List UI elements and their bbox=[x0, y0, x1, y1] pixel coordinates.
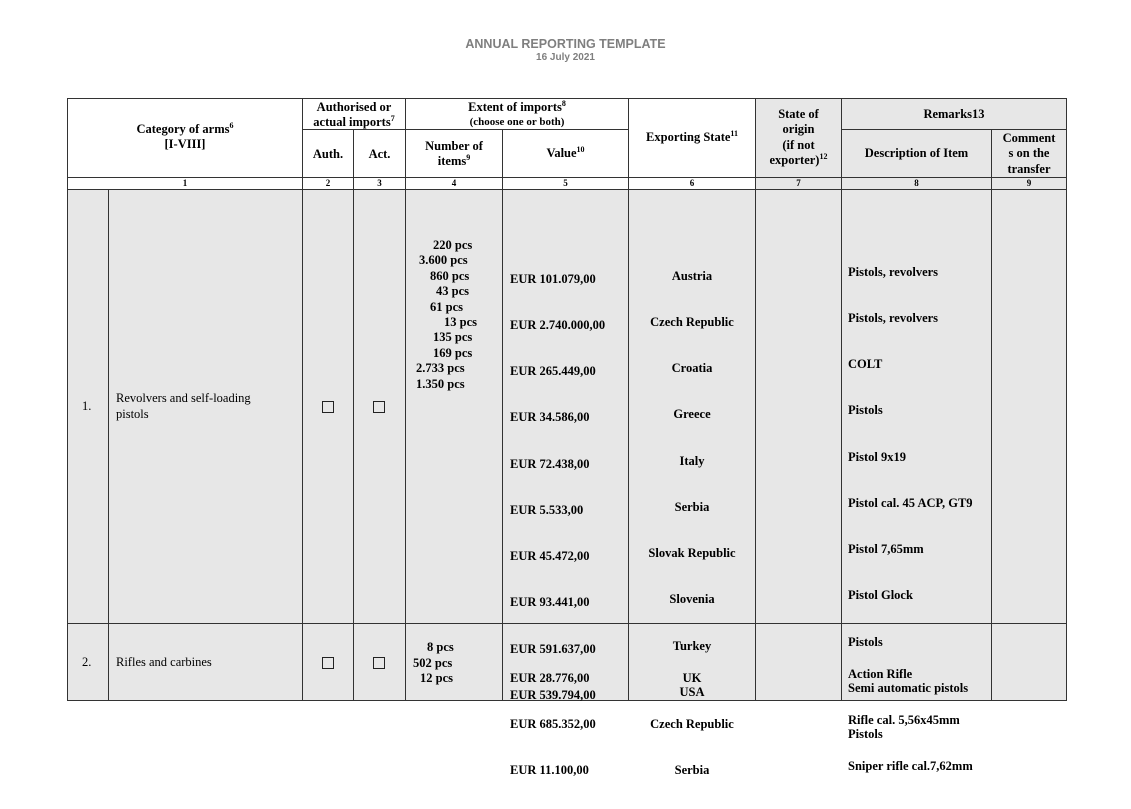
row2-index: 2. bbox=[82, 655, 92, 669]
line-v-act bbox=[353, 129, 354, 701]
header-comment bbox=[992, 131, 1066, 177]
row1-value: EUR 72.438,00 bbox=[510, 456, 590, 471]
header-category bbox=[68, 122, 302, 152]
row1-description: Pistols, revolvers bbox=[848, 311, 939, 326]
row1-state: USA bbox=[679, 684, 705, 699]
row1-description: Pistol 9x19 bbox=[848, 449, 906, 464]
row2-value: EUR 11.100,00 bbox=[510, 763, 589, 778]
row1-value: EUR 45.472,00 bbox=[510, 549, 590, 564]
line-top bbox=[67, 98, 1067, 99]
row1-qty-3: 43 pcs bbox=[436, 284, 469, 298]
value-sup: 10 bbox=[576, 144, 585, 154]
row1-value: EUR 591.637,00 bbox=[510, 641, 596, 656]
row1-description: Pistols, revolvers bbox=[848, 264, 939, 279]
row1-state: Austria bbox=[671, 268, 713, 283]
row2-qty-1: 502 pcs bbox=[413, 656, 453, 670]
line-v-comment bbox=[991, 129, 992, 701]
number-label1: Number of bbox=[425, 139, 483, 153]
row2-state: UK bbox=[682, 670, 702, 685]
origin-sup: 12 bbox=[819, 152, 828, 162]
row1-category: Revolvers and self-loading pistols bbox=[116, 391, 251, 421]
authorised-sup: 7 bbox=[390, 113, 395, 123]
comment-l3: transfer bbox=[1007, 161, 1051, 176]
row1-state: Slovenia bbox=[669, 592, 715, 607]
row1-description: Semi automatic pistols bbox=[848, 680, 969, 695]
colnum-3: 3 bbox=[377, 178, 382, 188]
colnum-1: 1 bbox=[182, 178, 188, 188]
row1-state: Slovak Republic bbox=[648, 546, 736, 561]
row2-description: Action Rifle bbox=[848, 666, 913, 681]
row2-state: Serbia bbox=[674, 763, 710, 778]
header-exporting bbox=[629, 130, 755, 145]
row1-state: Italy bbox=[679, 453, 705, 468]
comment-l2: s on the bbox=[1008, 146, 1050, 161]
row1-qty-9: 1.350 pcs bbox=[416, 377, 465, 391]
colnum-7: 7 bbox=[796, 178, 801, 188]
line-numbers-bottom bbox=[67, 189, 1067, 190]
line-v-index bbox=[108, 189, 109, 701]
row2-act-checkbox[interactable] bbox=[373, 657, 385, 669]
header-auth: Auth. bbox=[312, 147, 344, 161]
colnum-9: 9 bbox=[1026, 178, 1032, 188]
row1-state: Czech Republic bbox=[650, 315, 734, 330]
row1-qty-5: 13 pcs bbox=[444, 315, 477, 329]
row1-index: 1. bbox=[82, 399, 92, 413]
page-title: ANNUAL REPORTING TEMPLATE bbox=[465, 37, 666, 51]
row1-description: Pistol 7,65mm bbox=[848, 542, 924, 557]
header-extent bbox=[406, 100, 628, 129]
row1-state: Greece bbox=[673, 407, 711, 422]
row1-value: EUR 101.079,00 bbox=[510, 271, 596, 286]
colnum-6: 6 bbox=[689, 178, 695, 188]
exporting-label: Exporting State bbox=[646, 130, 731, 144]
colnum-2: 2 bbox=[325, 178, 331, 188]
header-act: Act. bbox=[368, 147, 391, 161]
colnum-5: 5 bbox=[563, 178, 568, 188]
row2-descriptions bbox=[848, 636, 973, 805]
row1-act-checkbox[interactable] bbox=[373, 401, 385, 413]
line-remarks-sub bbox=[841, 129, 1067, 130]
row2-values bbox=[510, 640, 596, 809]
category-label: Category of arms bbox=[136, 122, 230, 136]
extent-label: Extent of imports bbox=[468, 100, 562, 114]
number-sup: 9 bbox=[466, 152, 471, 162]
authorised-label1: Authorised or bbox=[316, 100, 392, 114]
row1-qty-1: 3.600 pcs bbox=[419, 253, 468, 267]
colnum-4: 4 bbox=[451, 178, 457, 188]
row1-value: EUR 265.449,00 bbox=[510, 364, 596, 379]
row1-description: Pistols bbox=[848, 727, 883, 741]
row2-qty-2: 12 pcs bbox=[420, 671, 453, 685]
row1-state: Serbia bbox=[674, 499, 710, 514]
row1-auth-checkbox[interactable] bbox=[322, 401, 334, 413]
row2-qty-0: 8 pcs bbox=[427, 640, 454, 654]
row1-description: COLT bbox=[848, 357, 883, 372]
row2-category: Rifles and carbines bbox=[116, 655, 212, 669]
row2-states bbox=[629, 640, 755, 809]
row1-qty-0: 220 pcs bbox=[433, 238, 473, 252]
row2-description: Sniper rifle cal.7,62mm bbox=[848, 759, 973, 774]
row1-qty-7: 169 pcs bbox=[433, 346, 473, 360]
origin-l2: origin bbox=[782, 122, 815, 137]
extent-sup: 8 bbox=[561, 98, 566, 108]
row1-qty-8: 2.733 pcs bbox=[416, 361, 465, 375]
row1-description: Pistol Glock bbox=[848, 588, 913, 603]
header-description: Description of Item bbox=[864, 146, 969, 160]
authorised-label2: actual imports bbox=[313, 115, 391, 129]
exporting-sup: 11 bbox=[730, 128, 738, 138]
row1-value: EUR 34.586,00 bbox=[510, 410, 590, 425]
row1-value: EUR 539.794,00 bbox=[510, 687, 596, 702]
row2-state: Czech Republic bbox=[650, 717, 734, 732]
origin-l1: State of bbox=[778, 107, 819, 121]
row2-auth-checkbox[interactable] bbox=[322, 657, 334, 669]
comment-l1: Comment bbox=[1002, 131, 1056, 145]
row2-value: EUR 685.352,00 bbox=[510, 717, 596, 732]
row2-value: EUR 28.776,00 bbox=[510, 670, 590, 685]
line-v-value bbox=[502, 129, 503, 701]
row1-qty-2: 860 pcs bbox=[430, 269, 470, 283]
row1-value: EUR 2.740.000,00 bbox=[510, 318, 606, 333]
row2-description: Rifle cal. 5,56x45mm bbox=[848, 713, 960, 728]
row1-description: Pistol cal. 45 ACP, GT9 bbox=[848, 495, 973, 510]
row1-state: Croatia bbox=[671, 361, 713, 376]
header-value bbox=[503, 146, 628, 161]
row1-description: Pistols bbox=[848, 403, 883, 418]
header-authorised bbox=[303, 100, 405, 130]
page-date: 16 July 2021 bbox=[536, 52, 595, 63]
header-origin bbox=[756, 107, 841, 169]
header-number bbox=[406, 139, 502, 169]
row1-value: EUR 93.441,00 bbox=[510, 595, 590, 610]
row1-description: Pistols bbox=[848, 634, 883, 649]
row1-value: EUR 5.533,00 bbox=[510, 502, 584, 517]
origin-l3: (if not bbox=[782, 137, 815, 152]
value-label: Value bbox=[546, 146, 577, 160]
colnum-8: 8 bbox=[914, 178, 919, 188]
row1-state: Turkey bbox=[672, 638, 712, 653]
category-sub: [I-VIII] bbox=[164, 137, 206, 151]
header-remarks: Remarks13 bbox=[923, 107, 985, 121]
row1-qty-4: 61 pcs bbox=[430, 300, 463, 314]
origin-l4: exporter) bbox=[769, 153, 820, 168]
number-label2: items bbox=[437, 154, 467, 168]
category-sup: 6 bbox=[229, 120, 234, 130]
line-v-right bbox=[1066, 98, 1067, 701]
extent-sub: (choose one or both) bbox=[469, 116, 565, 128]
row1-qty-6: 135 pcs bbox=[433, 330, 473, 344]
